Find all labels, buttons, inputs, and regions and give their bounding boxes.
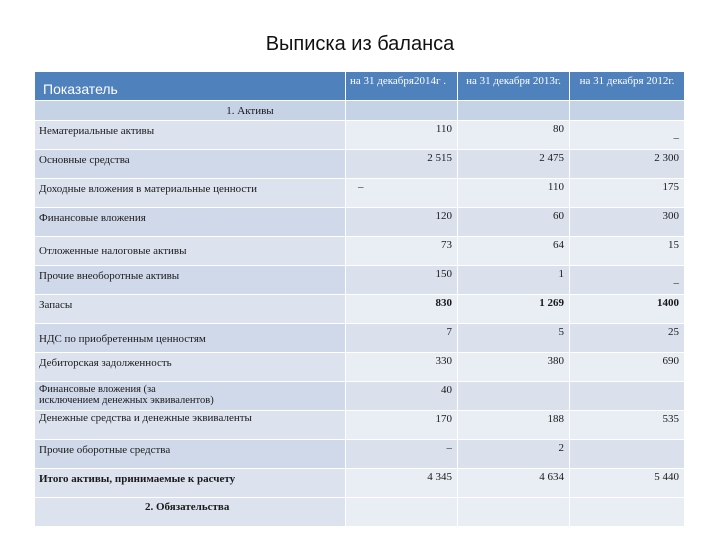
row-value-2012: 25 — [570, 324, 685, 353]
section-liabilities-cell — [570, 498, 685, 527]
row-label: Дебиторская задолженность — [35, 353, 346, 382]
row-value-2012: – — [570, 121, 685, 150]
row-label: Денежные средства и денежные эквиваленты — [35, 411, 346, 440]
row-value-2012 — [570, 440, 685, 469]
row-value-2013: 1 269 — [458, 295, 570, 324]
row-value-2014: 4 345 — [346, 469, 458, 498]
row-value-2012: 535 — [570, 411, 685, 440]
row-label: Итого активы, принимаемые к расчету — [35, 469, 346, 498]
row-value-2013: 64 — [458, 237, 570, 266]
balance-table — [35, 72, 685, 540]
header-indicator: Показатель — [35, 72, 346, 101]
row-value-2013: 110 — [458, 179, 570, 208]
row-value-2014: 110 — [346, 121, 458, 150]
row-value-2012: 175 — [570, 179, 685, 208]
row-value-2012: 690 — [570, 353, 685, 382]
row-value-2012: 300 — [570, 208, 685, 237]
row-label: Запасы — [35, 295, 346, 324]
row-label: Основные средства — [35, 150, 346, 179]
row-label: Нематериальные активы — [35, 121, 346, 150]
header-2012 — [570, 72, 685, 101]
header-2013 — [458, 72, 570, 101]
row-value-2013: 60 — [458, 208, 570, 237]
row-value-2013: 2 475 — [458, 150, 570, 179]
row-value-2014: – — [346, 179, 458, 208]
row-value-2012: – — [570, 266, 685, 295]
page-title: Выписка из баланса — [265, 33, 455, 55]
header-2014 — [346, 72, 458, 101]
row-value-2012: 1400 — [570, 295, 685, 324]
section-liabilities: 2. Обязательства — [35, 498, 346, 527]
row-label: Прочие оборотные средства — [35, 440, 346, 469]
row-label: Отложенные налоговые активы — [35, 237, 346, 266]
section-assets-cell — [458, 101, 570, 121]
section-liabilities-cell — [346, 498, 458, 527]
section-assets-cell — [346, 101, 458, 121]
row-value-2014: 150 — [346, 266, 458, 295]
section-liabilities-cell — [458, 498, 570, 527]
row-value-2012 — [570, 382, 685, 411]
row-value-2014: 40 — [346, 382, 458, 411]
row-label: Финансовые вложения (за исключением денежных эквивалентов) — [35, 382, 346, 411]
row-value-2013: 380 — [458, 353, 570, 382]
row-value-2012: 5 440 — [570, 469, 685, 498]
row-value-2013: 2 — [458, 440, 570, 469]
row-value-2013: 188 — [458, 411, 570, 440]
row-value-2014: 2 515 — [346, 150, 458, 179]
row-value-2014: 830 — [346, 295, 458, 324]
row-value-2014: 120 — [346, 208, 458, 237]
row-value-2013: 4 634 — [458, 469, 570, 498]
header-2012-label: на 31 декабря 2012г. — [579, 75, 675, 87]
row-label: Прочие внеоборотные активы — [35, 266, 346, 295]
row-label: Финансовые вложения — [35, 208, 346, 237]
row-value-2013: 5 — [458, 324, 570, 353]
row-value-2013: 1 — [458, 266, 570, 295]
row-value-2013: 80 — [458, 121, 570, 150]
row-value-2014: – — [346, 440, 458, 469]
section-assets-cell — [570, 101, 685, 121]
row-label: Доходные вложения в материальные ценности — [35, 179, 346, 208]
row-value-2014: 7 — [346, 324, 458, 353]
row-value-2014: 330 — [346, 353, 458, 382]
row-value-2014: 170 — [346, 411, 458, 440]
header-2013-label: на 31 декабря 2013г. — [466, 75, 561, 87]
row-value-2013 — [458, 382, 570, 411]
header-2014-label: на 31 декабря2014г . — [350, 75, 446, 87]
row-value-2014: 73 — [346, 237, 458, 266]
row-value-2012: 15 — [570, 237, 685, 266]
section-assets: 1. Активы — [35, 101, 346, 121]
row-value-2012: 2 300 — [570, 150, 685, 179]
row-label: НДС по приобретенным ценностям — [35, 324, 346, 353]
